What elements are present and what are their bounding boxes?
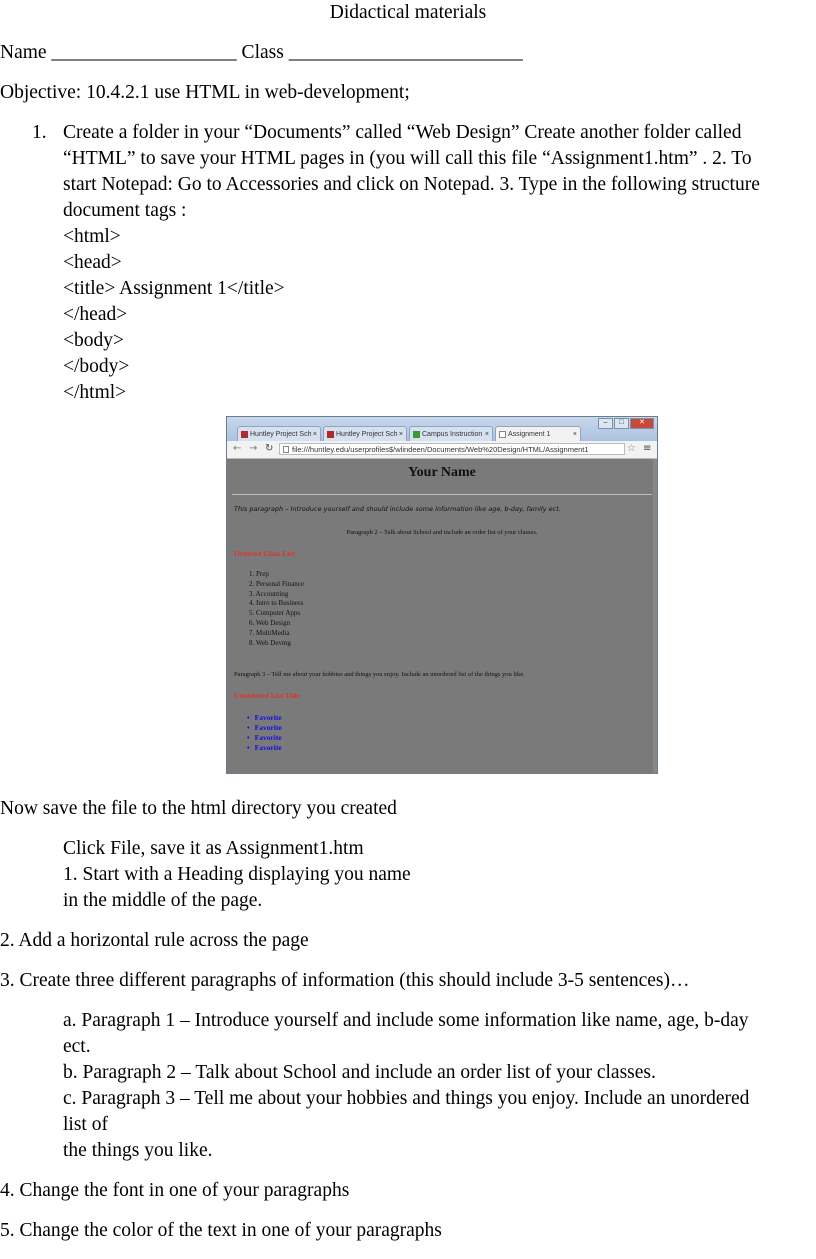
page-paragraph-2: Paragraph 2 – Talk about School and include an order list of your classes. [346,529,538,536]
save-step: 1. Start with a Heading displaying you name [63,864,411,885]
document-title: Didactical materials [329,2,487,23]
browser-tab[interactable] [409,426,493,441]
step-3: 3. Create three different paragraphs of information (this should include 3-5 sentences)… [0,970,690,991]
scrollbar[interactable] [653,459,657,774]
list-item: • Favorite [247,733,282,743]
code-line: </head> [63,304,128,325]
minimize-icon[interactable]: – [598,418,613,429]
reload-icon[interactable]: ↻ [265,443,274,454]
bookmark-star-icon[interactable]: ☆ [627,443,636,454]
browser-screenshot [226,416,658,774]
page-paragraph-1: This paragraph – Introduce yourself and should include some information like age, b-day, family ect. [234,505,561,513]
forward-arrow-icon[interactable]: → [249,443,258,454]
list-item: 5. Computer Apps [249,609,301,618]
step-3-sub: c. Paragraph 3 – Tell me about your hobbies and things you enjoy. Include an unordered [63,1088,750,1109]
step-3-sub: b. Paragraph 2 – Talk about School and include an order list of your classes. [63,1062,656,1083]
tab-close-icon[interactable]: × [312,431,317,438]
browser-tab-label: Assignment 1 [508,431,551,438]
code-line: <head> [63,252,122,273]
horizontal-rule [232,494,652,495]
step-4: 4. Change the font in one of your paragraphs [0,1180,350,1201]
item1-line: document tags : [63,200,187,221]
page-heading: Your Name [408,465,476,480]
site-favicon-icon [327,431,334,438]
item1-line: start Notepad: Go to Accessories and click on Notepad. 3. Type in the following structure [63,174,760,195]
save-step: Click File, save it as Assignment1.htm [63,838,364,859]
step-3-sub: list of [63,1114,108,1135]
list-item: 3. Accounting [249,589,289,598]
menu-icon[interactable]: ≡ [643,443,652,454]
back-arrow-icon[interactable]: ← [233,443,242,454]
code-line: <body> [63,330,124,351]
save-instruction: Now save the file to the html directory you created [0,798,397,819]
list-item: • Favorite [247,713,282,723]
item1-line: “HTML” to save your HTML pages in (you will call this file “Assignment1.htm” . 2. To [63,148,752,169]
save-step: in the middle of the page. [63,890,263,911]
item1-line: Create a folder in your “Documents” called “Web Design” Create another folder called [63,122,742,143]
code-line: </body> [63,356,130,377]
list-item: 4. Intro to Business [249,599,304,608]
browser-tab-active[interactable] [495,426,581,441]
close-icon[interactable]: ✕ [630,418,654,429]
list-item: 7. MultiMedia [249,628,290,637]
address-bar[interactable] [279,443,625,455]
page-paragraph-3: Paragraph 3 – Tell me about your hobbies and things you enjoy. Include an unordered list of the things you like. [234,671,525,678]
code-line: <title> Assignment 1</title> [63,278,285,299]
tab-close-icon[interactable]: × [484,431,489,438]
site-favicon-icon [413,431,420,438]
address-bar-url: file:///huntley.edu/userprofiles$/wlindeen/Documents/Web%20Design/HTML/Assignment1 [292,445,589,454]
browser-toolbar [227,441,657,459]
page-icon [283,446,289,453]
unordered-list [247,713,282,753]
item1-number: 1. [32,122,47,143]
browser-tab-strip [227,417,657,441]
step-5: 5. Change the color of the text in one of your paragraphs [0,1220,442,1241]
browser-tab[interactable] [323,426,407,441]
list-item: • Favorite [247,743,282,753]
step-2: 2. Add a horizontal rule across the page [0,930,309,951]
maximize-icon[interactable]: □ [614,418,629,429]
code-line: </html> [63,382,127,403]
site-favicon-icon [241,431,248,438]
objective: Objective: 10.4.2.1 use HTML in web-development; [0,82,410,103]
tab-close-icon[interactable]: × [572,431,577,438]
list-item: 2. Personal Finance [249,579,305,588]
list-item: 1. Prep [249,570,269,578]
list-item: 8. Web Devmg [249,638,291,647]
browser-tab-label: Huntley Project Sch [250,431,312,438]
unordered-list-title: Unordered List Title [234,691,300,700]
list-item: 6. Web Design [249,618,291,627]
browser-tab-label: Campus Instruction [422,431,483,438]
browser-tab[interactable] [237,426,321,441]
list-item: • Favorite [247,723,282,733]
browser-page [227,459,657,774]
code-line: <html> [63,226,121,247]
step-3-sub: ect. [63,1036,91,1057]
page-icon [499,431,506,438]
ordered-list-title: Ordered Class List [234,549,295,558]
window-controls [597,418,654,428]
tab-close-icon[interactable]: × [398,431,403,438]
ordered-list [249,570,304,648]
browser-tab-label: Huntley Project Sch [336,431,398,438]
step-3-sub: a. Paragraph 1 – Introduce yourself and include some information like name, age, b-day [63,1010,749,1031]
step-3-sub: the things you like. [63,1140,213,1161]
name-class-line: Name ___________________ Class ________________________ [0,42,523,63]
